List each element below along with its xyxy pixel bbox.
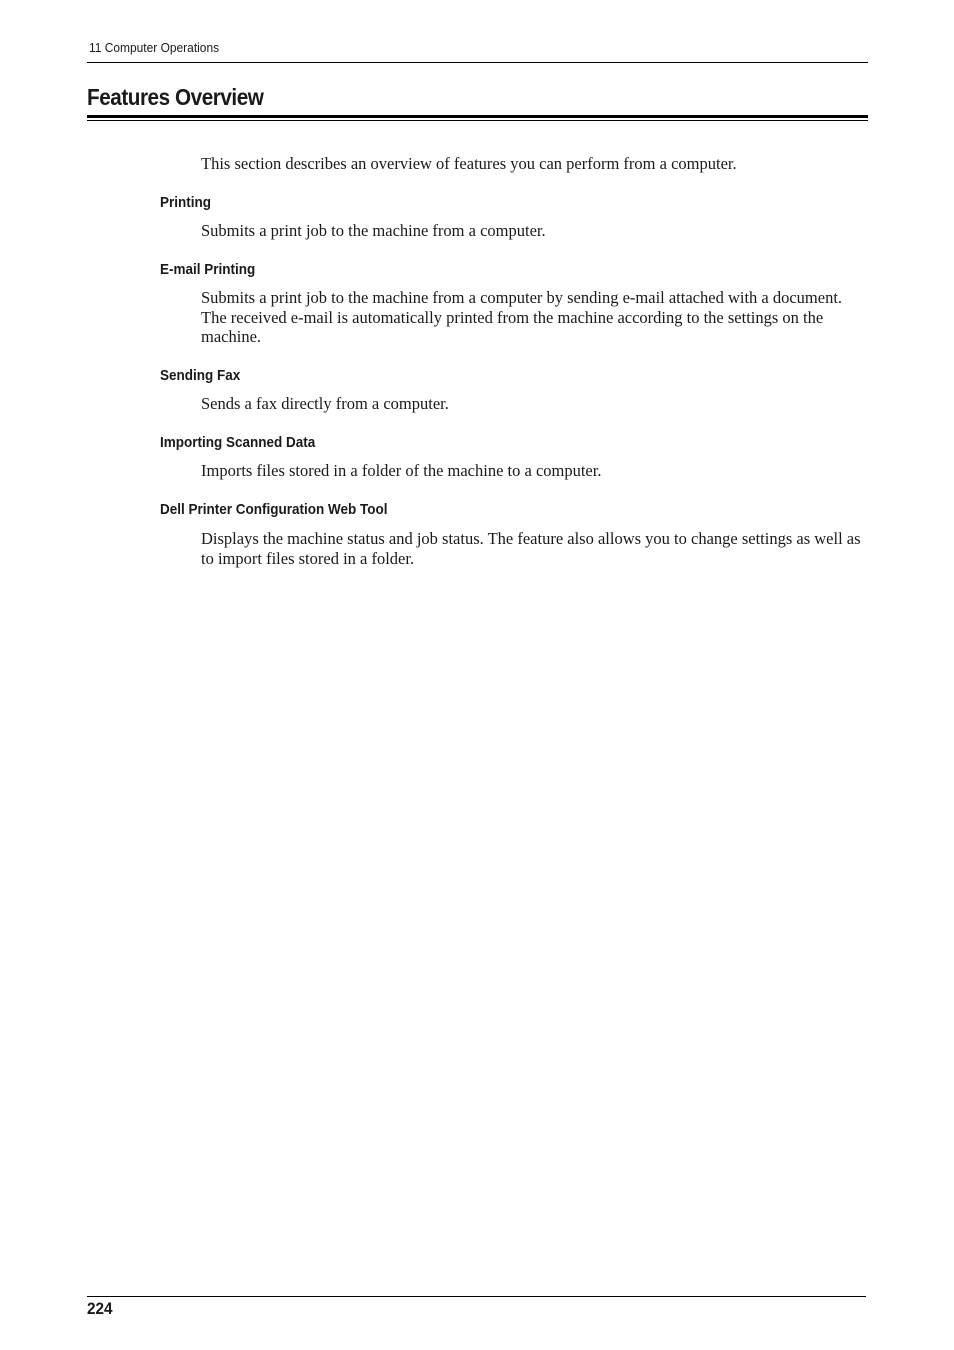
- running-header: 11 Computer Operations: [89, 40, 220, 55]
- section-text-web-tool: Displays the machine status and job status. The feature also allows you to change settings as well as to import files stored in a folder.: [201, 529, 861, 568]
- section-text-sending-fax: Sends a fax directly from a computer.: [201, 394, 449, 413]
- footer-divider: [87, 1296, 866, 1297]
- title-divider-thick: [87, 115, 868, 118]
- section-heading-importing-scanned-data: Importing Scanned Data: [160, 434, 316, 451]
- intro-paragraph: This section describes an overview of features you can perform from a computer.: [201, 154, 737, 173]
- section-text-importing-scanned-data: Imports files stored in a folder of the machine to a computer.: [201, 461, 602, 480]
- page-title: Features Overview: [87, 84, 264, 110]
- page-number: 224: [87, 1299, 113, 1318]
- title-divider-thin: [87, 120, 868, 121]
- section-text-printing: Submits a print job to the machine from a computer.: [201, 221, 546, 240]
- section-heading-printing: Printing: [160, 194, 212, 211]
- section-text-email-printing: Submits a print job to the machine from a computer by sending e-mail attached with a document. The received e-mail is automatically printed from the machine according to the settings on the machine.: [201, 288, 843, 346]
- section-heading-web-tool: Dell Printer Configuration Web Tool: [160, 501, 388, 518]
- section-heading-sending-fax: Sending Fax: [160, 367, 241, 384]
- header-divider: [87, 62, 868, 63]
- section-heading-email-printing: E-mail Printing: [160, 261, 256, 278]
